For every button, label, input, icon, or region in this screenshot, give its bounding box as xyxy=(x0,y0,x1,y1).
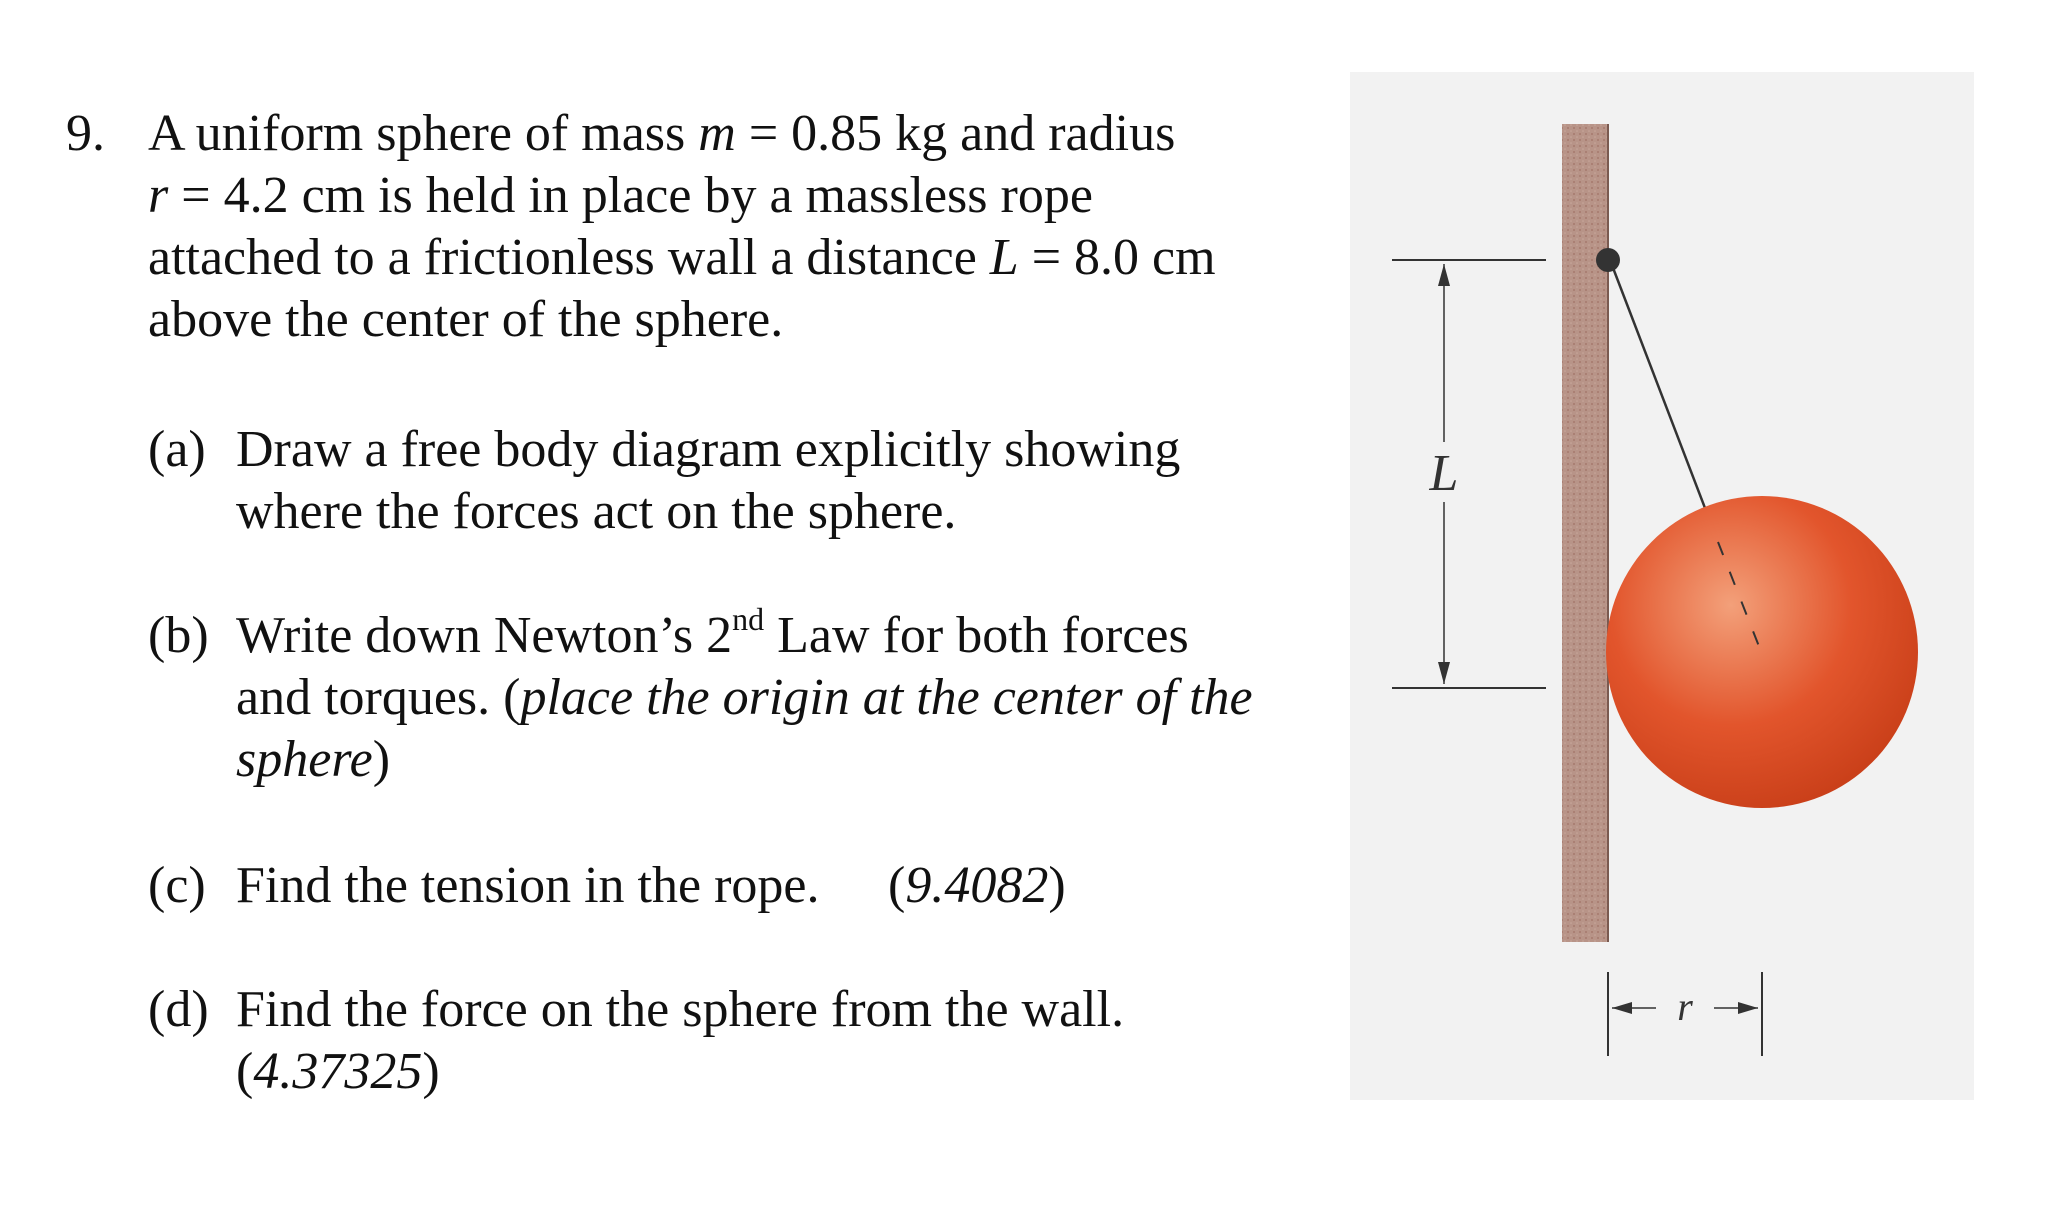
part-d-label: (d) xyxy=(148,981,209,1038)
part-c-label: (c) xyxy=(148,857,206,914)
radius-variable: r xyxy=(148,167,169,224)
part-d-text: Find the force on the sphere from the wall. xyxy=(236,981,1125,1038)
stem-line-3: attached to a frictionless wall a distance L = 8.0 cm xyxy=(148,229,1216,286)
part-b-line-2: and torques. (place the origin at the center of the xyxy=(236,669,1253,726)
length-label: L xyxy=(1429,445,1459,502)
sphere xyxy=(1606,496,1918,808)
problem-number: 9. xyxy=(66,105,105,162)
part-d-answer: (4.37325) xyxy=(236,1043,440,1100)
part-c-text: Find the tension in the rope. xyxy=(236,857,820,914)
part-b-line-1: Write down Newton’s 2nd Law for both forces xyxy=(236,600,1189,664)
wall xyxy=(1562,124,1608,942)
part-b-label: (b) xyxy=(148,607,209,664)
part-c-answer: (9.4082) xyxy=(888,857,1066,914)
sphere-wall-figure xyxy=(1350,72,1974,1100)
part-a-line-1: Draw a free body diagram explicitly showing xyxy=(236,421,1181,478)
mass-variable: m xyxy=(698,105,736,162)
stem-line-4: above the center of the sphere. xyxy=(148,291,784,348)
attachment-point xyxy=(1596,248,1620,272)
radius-label: r xyxy=(1677,984,1693,1029)
part-a-line-2: where the forces act on the sphere. xyxy=(236,483,957,540)
part-a-label: (a) xyxy=(148,421,206,478)
stem-line-2: r = 4.2 cm is held in place by a massless rope xyxy=(148,167,1093,224)
part-b-line-3: sphere) xyxy=(236,731,391,788)
length-variable: L xyxy=(989,229,1019,286)
stem-line-1: A uniform sphere of mass m = 0.85 kg and radius xyxy=(148,105,1176,162)
